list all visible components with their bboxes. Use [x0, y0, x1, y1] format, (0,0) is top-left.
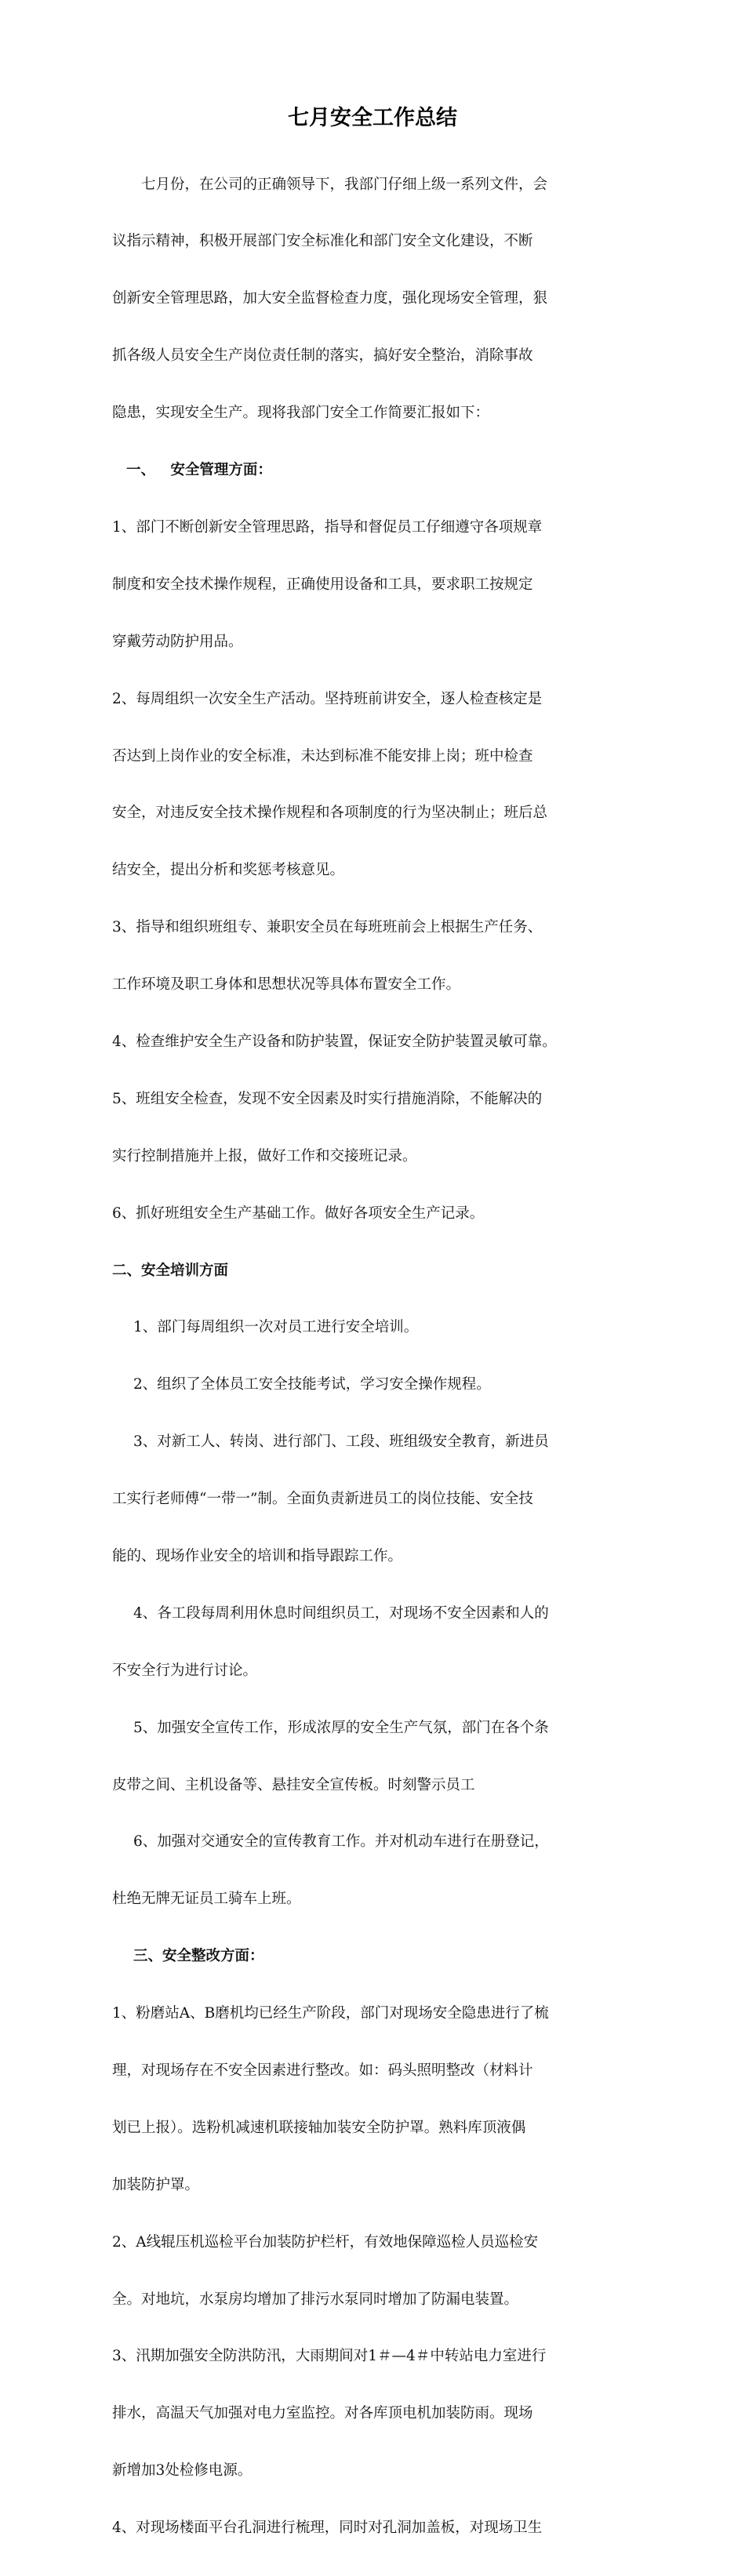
- list-item-line: 加装防护罩。: [112, 2176, 636, 2195]
- list-item-line: 3、指导和组织班组专、兼职安全员在每班班前会上根据生产任务、: [112, 918, 636, 937]
- list-item-line: 6、加强对交通安全的宣传教育工作。并对机动车进行在册登记，: [112, 1833, 636, 1851]
- list-item-line: 4、对现场楼面平台孔洞进行梳理，同时对孔洞加盖板，对现场卫生: [112, 2519, 636, 2538]
- list-item-line: 5、班组安全检查，发现不安全因素及时实行措施消除，不能解决的: [112, 1090, 636, 1109]
- section-heading-1: 一、 安全管理方面：: [112, 461, 636, 480]
- list-item-line: 能的、现场作业安全的培训和指导跟踪工作。: [112, 1547, 636, 1566]
- list-item-line: 3、汛期加强安全防洪防汛，大雨期间对1＃—4＃中转站电力室进行: [112, 2347, 636, 2366]
- list-item-line: 4、各工段每周利用休息时间组织员工，对现场不安全因素和人的: [112, 1604, 636, 1623]
- list-item-line: 否达到上岗作业的安全标准，未达到标准不能安排上岗；班中检查: [112, 747, 636, 766]
- list-item-line: 1、部门不断创新安全管理思路，指导和督促员工仔细遵守各项规章: [112, 518, 636, 537]
- section3-list: [112, 1967, 636, 2576]
- list-item-line: 不安全行为进行讨论。: [112, 1662, 636, 1680]
- list-item-line: 5、加强安全宣传工作，形成浓厚的安全生产气氛，部门在各个条: [112, 1719, 636, 1738]
- list-item-line: 工实行老师傅“一带一”制。全面负责新进员工的岗位技能、安全技: [112, 1490, 636, 1509]
- list-item-line: 排水，高温天气加强对电力室监控。对各库顶电机加装防雨。现场: [112, 2404, 636, 2423]
- list-item-line: 制度和安全技术操作规程，正确使用设备和工具，要求职工按规定: [112, 576, 636, 594]
- intro-line: 议指示精神，积极开展部门安全标准化和部门安全文化建设，不断: [112, 232, 636, 251]
- document-body: [112, 137, 636, 2576]
- list-item-line: 划已上报）。选粉机减速机联接轴加装安全防护罩。熟料库顶液偶: [112, 2119, 636, 2138]
- section-heading-2: 二、安全培训方面: [112, 1262, 636, 1281]
- list-item-line: 全。对地坑，水泵房均增加了排污水泵同时增加了防漏电装置。: [112, 2291, 636, 2309]
- list-item-line: 穿戴劳动防护用品。: [112, 633, 636, 652]
- section1-list: [112, 480, 636, 1261]
- list-item-line: 工作环境及职工身体和思想状况等具体布置安全工作。: [112, 976, 636, 994]
- list-item-line: 4、检查维护安全生产设备和防护装置，保证安全防护装置灵敏可靠。: [112, 1033, 636, 1052]
- list-item-line: 理，对现场存在不安全因素进行整改。如：码头照明整改（材料计: [112, 2062, 636, 2080]
- section2-list: [112, 1281, 636, 1947]
- section-heading-3: 三、安全整改方面：: [112, 1947, 636, 1966]
- list-item-line: 2、组织了全体员工安全技能考试，学习安全操作规程。: [112, 1375, 636, 1394]
- intro-line: 隐患，实现安全生产。现将我部门安全工作简要汇报如下：: [112, 404, 636, 423]
- intro-line: 七月份，在公司的正确领导下，我部门仔细上级一系列文件，会: [112, 176, 636, 194]
- document-title: 七月安全工作总结: [0, 103, 745, 134]
- intro-line: 创新安全管理思路，加大安全监督检查力度，强化现场安全管理，狠: [112, 289, 636, 308]
- intro-line: 抓各级人员安全生产岗位责任制的落实，搞好安全整治，消除事故: [112, 347, 636, 365]
- list-item-line: 2、A线辊压机巡检平台加装防护栏杆，有效地保障巡检人员巡检安: [112, 2233, 636, 2252]
- list-item-line: 新增加3处检修电源。: [112, 2462, 636, 2480]
- intro-paragraph: [112, 137, 636, 461]
- list-item-line: 1、部门每周组织一次对员工进行安全培训。: [112, 1318, 636, 1337]
- list-item-line: 3、对新工人、转岗、进行部门、工段、班组级安全教育，新进员: [112, 1433, 636, 1451]
- list-item-line: 1、粉磨站A、B磨机均已经生产阶段，部门对现场安全隐患进行了梳: [112, 2004, 636, 2023]
- list-item-line: 实行控制措施并上报，做好工作和交接班记录。: [112, 1147, 636, 1166]
- list-item-line: 结安全，提出分析和奖惩考核意见。: [112, 861, 636, 880]
- list-item-line: 皮带之间、主机设备等、悬挂安全宣传板。时刻警示员工: [112, 1776, 636, 1795]
- list-item-line: 安全，对违反安全技术操作规程和各项制度的行为坚决制止；班后总: [112, 804, 636, 823]
- list-item-line: 6、抓好班组安全生产基础工作。做好各项安全生产记录。: [112, 1204, 636, 1223]
- list-item-line: 2、每周组织一次安全生产活动。坚持班前讲安全，逐人检查核定是: [112, 690, 636, 709]
- list-item-line: 杜绝无牌无证员工骑车上班。: [112, 1890, 636, 1909]
- document-page: [0, 0, 745, 1054]
